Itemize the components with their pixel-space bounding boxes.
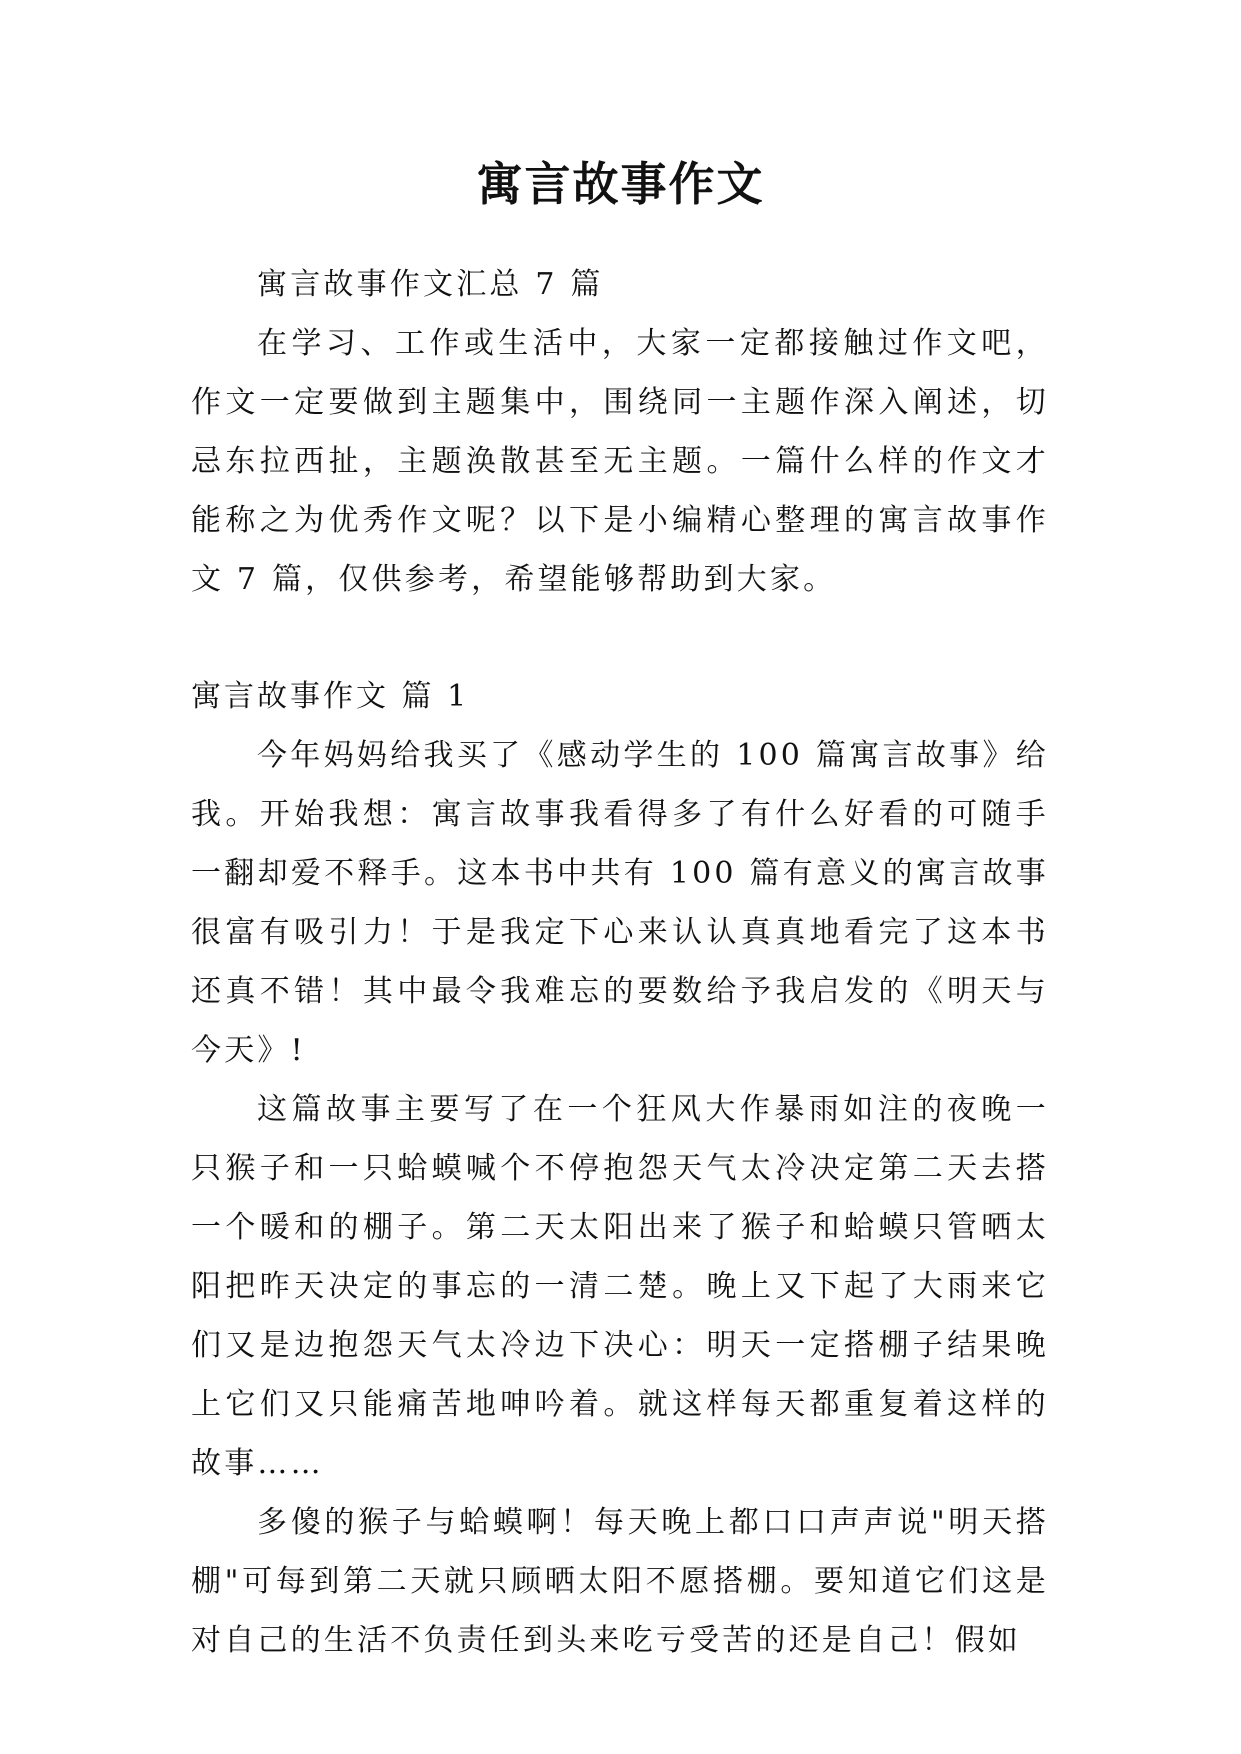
section-spacer: [191, 609, 1049, 667]
document-title: 寓言故事作文: [476, 157, 765, 211]
intro-paragraph: 在学习、工作或生活中，大家一定都接触过作文吧，作文一定要做到主题集中，围绕同一主题作深入阐述，切忌东拉西扯，主题涣散甚至无主题。一篇什么样的作文才能称之为优秀作文呢？以下是小编精心整理的寓言故事作文 7 篇，仅供参考，希望能够帮助到大家。: [191, 326, 1049, 597]
summary-line: 寓言故事作文汇总 7 篇: [257, 267, 604, 302]
section-1-paragraph: 今年妈妈给我买了《感动学生的 100 篇寓言故事》给我。开始我想：寓言故事我看得多了有什么好看的可随手一翻却爱不释手。这本书中共有 100 篇有意义的寓言故事很富有吸引力！于是我定下心来认认真真地看完了这本书还真不错！其中最令我难忘的要数给予我启发的《明天与今天》!: [191, 738, 1049, 1068]
document-body: [191, 255, 1049, 1670]
section-1-paragraph: 这篇故事主要写了在一个狂风大作暴雨如注的夜晚一只猴子和一只蛤蟆喊个不停抱怨天气太冷决定第二天去搭一个暖和的棚子。第二天太阳出来了猴子和蛤蟆只管晒太阳把昨天决定的事忘的一清二楚。晚上又下起了大雨来它们又是边抱怨天气太冷边下决心：明天一定搭棚子结果晚上它们又只能痛苦地呻吟着。就这样每天都重复着这样的故事……: [191, 1092, 1049, 1481]
section-1-heading: 寓言故事作文 篇 1: [191, 679, 470, 714]
section-1-paragraph: 多傻的猴子与蛤蟆啊！每天晚上都口口声声说"明天搭棚"可每到第二天就只顾晒太阳不愿搭棚。要知道它们这是对自己的生活不负责任到头来吃亏受苦的还是自己！假如: [191, 1505, 1049, 1658]
